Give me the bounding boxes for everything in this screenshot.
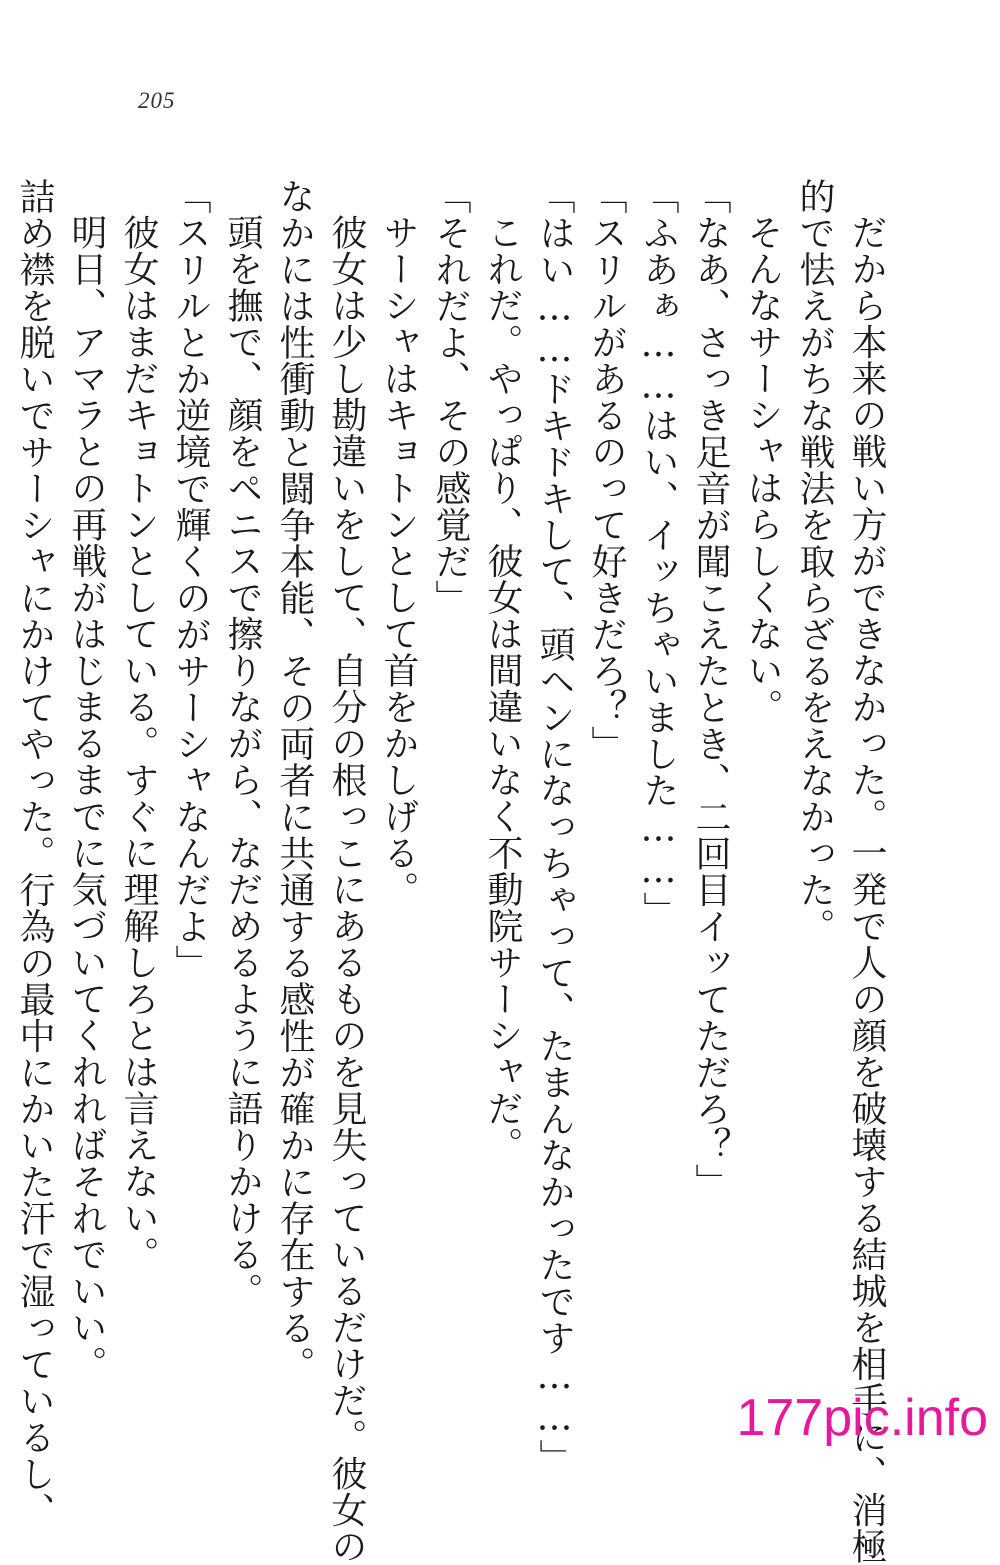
text-line: 彼女は少し勘違いをして、自分の根っこにあるものを見失っているだけだ。彼女の xyxy=(326,214,367,1565)
watermark-text: 177pic.info xyxy=(736,1389,988,1447)
text-line: そんなサーシャはらしくない。 xyxy=(742,214,783,725)
text-line: 「なあ、さっき足音が聞こえたとき、二回目イッてただろ？」 xyxy=(690,178,731,1200)
text-line: 明日、アマラとの再戦がはじまるまでに気づいてくれればそれでいい。 xyxy=(66,214,107,1382)
text-line: だから本来の戦い方ができなかった。一発で人の顔を破壊する結城を相手に、消極 xyxy=(846,214,887,1565)
text-line: 「スリルがあるのって好きだろ？」 xyxy=(586,178,627,762)
text-line: 詰め襟を脱いでサーシャにかけてやった。行為の最中にかいた汗で湿っているし、 xyxy=(14,178,55,1529)
text-line: サーシャはキョトンとして首をかしげる。 xyxy=(378,214,419,908)
text-line: 彼女はまだキョトンとしている。すぐに理解しろとは言えない。 xyxy=(118,214,159,1273)
text-line: 頭を撫で、顔をペニスで擦りながら、なだめるように語りかける。 xyxy=(222,214,263,1309)
text-line: 「スリルとか逆境で輝くのがサーシャなんだよ」 xyxy=(170,178,211,981)
page-number: 205 xyxy=(138,88,176,113)
text-line: 的で怯えがちな戦法を取らざるをえなかった。 xyxy=(794,178,835,945)
text-line: これだ。やっぱり、彼女は間違いなく不動院サーシャだ。 xyxy=(482,214,523,1163)
text-line: 「はい……ドキドキして、頭ヘンになっちゃって、たまんなかったです……」 xyxy=(534,178,575,1476)
text-line: なかには性衝動と闘争本能、その両者に共通する感性が確かに存在する。 xyxy=(274,178,315,1383)
text-line: 「それだよ、その感覚だ」 xyxy=(430,178,471,616)
text-line: 「ふあぁ……はい、イッちゃいました……」 xyxy=(638,178,679,928)
